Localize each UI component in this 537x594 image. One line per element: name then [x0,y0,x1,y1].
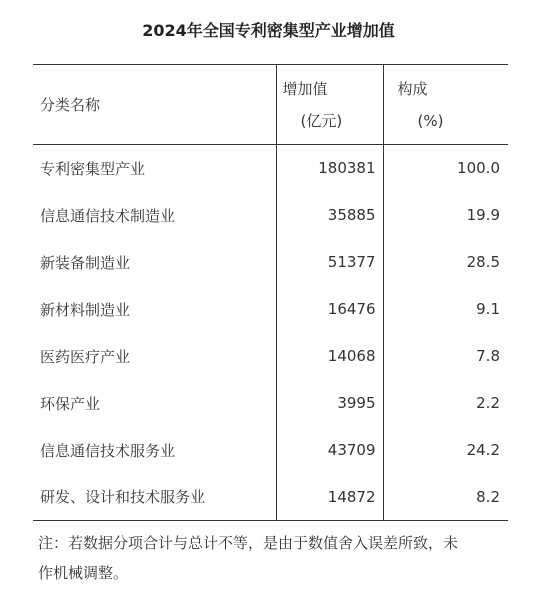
table-row [33,192,508,239]
row-name: 专利密集型产业 [40,159,146,178]
footnote-line2: 作机械调整。 [38,564,129,582]
header-share [383,65,508,145]
table-row [33,380,508,427]
row-value: 3995 [276,380,383,427]
row-name: 医药医疗产业 [40,347,131,366]
row-value: 14068 [276,333,383,380]
header-category-name: 分类名称 [40,96,101,114]
table-row [33,427,508,474]
row-share: 7.8 [383,333,508,380]
row-value: 43709 [276,427,383,474]
table-row [33,333,508,380]
row-share: 28.5 [383,239,508,286]
footnote [38,528,508,588]
row-name: 信息通信技术制造业 [40,206,176,225]
row-value: 35885 [276,192,383,239]
row-value: 51377 [276,239,383,286]
table-row [33,239,508,286]
header-share-line2: (%) [417,111,444,130]
row-name: 信息通信技术服务业 [40,441,176,460]
row-share: 8.2 [383,474,508,521]
footnote-line1: 注：若数据分项合计与总计不等，是由于数值舍入误差所致，未 [38,534,459,552]
table-row [33,286,508,333]
table-row [33,145,508,192]
header-row [33,65,508,145]
row-name: 新装备制造业 [40,253,131,272]
header-value-line2: (亿元) [300,111,343,130]
header-share-line1: 构成 [397,79,428,98]
table-title: 2024年全国专利密集型产业增加值 [142,21,395,40]
row-share: 9.1 [383,286,508,333]
data-table [33,64,508,521]
row-share: 19.9 [383,192,508,239]
row-value: 14872 [276,474,383,521]
row-share: 24.2 [383,427,508,474]
row-name: 研发、设计和技术服务业 [40,488,206,507]
row-value: 180381 [276,145,383,192]
row-share: 100.0 [383,145,508,192]
row-value: 16476 [276,286,383,333]
row-share: 2.2 [383,380,508,427]
table-header [33,65,508,145]
table-row [33,474,508,521]
header-value-line1: 增加值 [282,79,328,98]
header-value-added [276,65,383,145]
row-name: 新材料制造业 [40,300,131,319]
row-name: 环保产业 [40,394,101,413]
table-body [33,145,508,521]
